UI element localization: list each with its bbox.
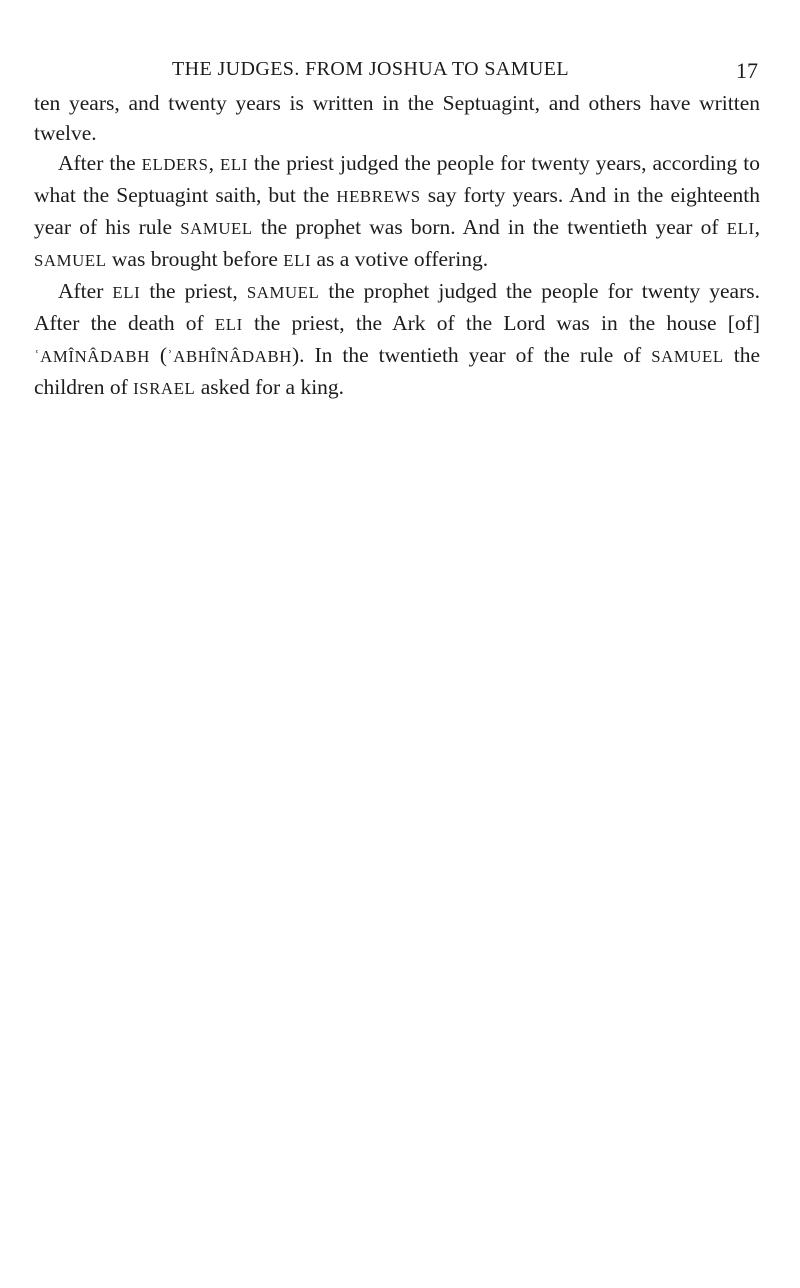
text-run: as a votive offering. <box>311 247 489 271</box>
paragraph <box>34 88 760 148</box>
text-run: the prophet judged the people for twenty years. After the death of <box>34 279 760 335</box>
text-run: ( <box>149 343 168 367</box>
running-head <box>34 56 760 88</box>
smallcaps-name: ʾABHÎNÂDABH <box>167 347 292 366</box>
smallcaps-name: ISRAEL <box>133 379 196 398</box>
running-title: THE JUDGES. FROM JOSHUA TO SAMUEL <box>172 58 569 80</box>
smallcaps-name: ELI <box>283 251 312 270</box>
smallcaps-name: SAMUEL <box>246 283 320 302</box>
paragraph <box>34 148 760 276</box>
smallcaps-name: ELDERS <box>141 155 209 174</box>
text-run: asked for a king. <box>195 375 345 399</box>
smallcaps-name: ELI <box>726 219 755 238</box>
text-run: the prophet was born. And in the twentieth year of <box>252 215 727 239</box>
text-run: , <box>208 151 221 175</box>
smallcaps-name: SAMUEL <box>651 347 724 366</box>
smallcaps-name: SAMUEL <box>180 219 253 238</box>
body-text <box>34 88 760 404</box>
smallcaps-name: ELI <box>214 315 243 334</box>
text-run: the priest, <box>140 279 247 303</box>
page-number: 17 <box>736 58 758 83</box>
text-run: , <box>754 215 761 239</box>
smallcaps-name: ELI <box>112 283 141 302</box>
smallcaps-name: HEBREWS <box>336 187 421 206</box>
text-run: ). In the twentieth year of the rule of <box>291 343 652 367</box>
text-run: ten years, and twenty years is written in the Septuagint, and others have written twelve. <box>34 91 760 145</box>
text-run: was brought before <box>106 247 284 271</box>
page-content <box>34 56 760 404</box>
smallcaps-name: SAMUEL <box>34 251 107 270</box>
text-run: say forty years. And in the eighteenth year of his rule <box>34 183 760 239</box>
smallcaps-name: ʿAMÎNÂDABH <box>34 347 150 366</box>
text-run: After <box>58 279 113 303</box>
smallcaps-name: ELI <box>220 155 248 174</box>
text-run: the priest, the Ark of the Lord was in the house [of] <box>242 311 760 335</box>
paragraph <box>34 276 760 404</box>
text-run: the priest judged the people for twenty years, according to what the Septuagint saith, but the <box>34 151 761 207</box>
text-run: After the <box>58 151 142 175</box>
text-run: the children of <box>34 343 760 399</box>
